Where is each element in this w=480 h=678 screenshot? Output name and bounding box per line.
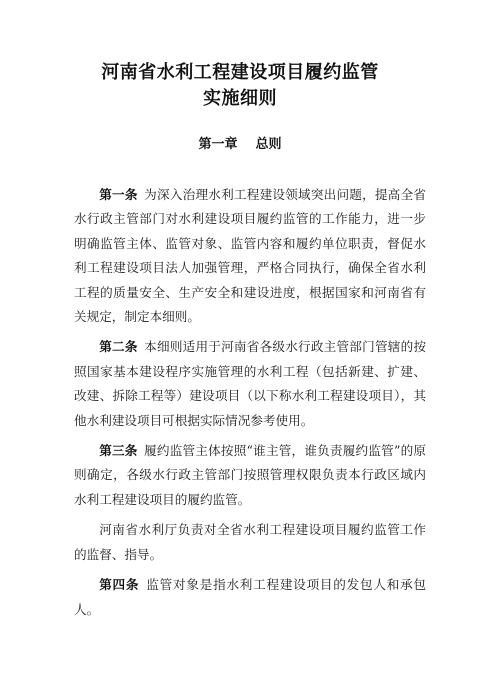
article-3	[74, 439, 426, 512]
document-title-line-2: 实施细则	[203, 88, 277, 109]
document-title-line-1: 河南省水利工程建设项目履约监管	[101, 62, 379, 83]
article-label: 第三条	[99, 443, 138, 459]
article-text: 履约监管主体按照“谁主管，谁负责履约监管”的原则确定，各级水行政主管部门按照管理权限负责本行政区域内水利工程建设项目的履约监管。	[74, 443, 426, 507]
article-2	[74, 335, 426, 433]
article-label: 第一条	[99, 187, 138, 202]
article-text: 监管对象是指水利工程建设项目的发包人和承包人。	[74, 577, 427, 617]
paragraph-text: 河南省水利厅负责对全省水利工程建设项目履约监管工作的监督、指导。	[74, 522, 426, 562]
article-1	[74, 183, 426, 329]
article-label: 第二条	[99, 339, 138, 355]
article-3-paragraph-2	[74, 518, 426, 567]
document-body	[74, 183, 426, 622]
article-text: 本细则适用于河南省各级水行政主管部门管辖的按照国家基本建设程序实施管理的水利工程（包括新建、扩建、改建、拆除工程等）建设项目（以下称水利工程建设项目），其他水利建设项目可根据实际情况参考使用。	[74, 339, 427, 428]
article-text: 为深入治理水利工程建设领域突出问题，提高全省水行政主管部门对水利建设项目履约监管的工作能力，进一步明确监管主体、监管对象、监管内容和履约单位职责，督促水利工程建设项目法人加强管理，严格合同执行，确保全省水利工程的质量安全、生产安全和建设进度，根据国家和河南省有关规定，制定本细则。	[74, 187, 427, 325]
article-label: 第四条	[99, 577, 140, 593]
article-4	[74, 573, 426, 622]
chapter-heading: 第一章 总则	[198, 137, 282, 152]
